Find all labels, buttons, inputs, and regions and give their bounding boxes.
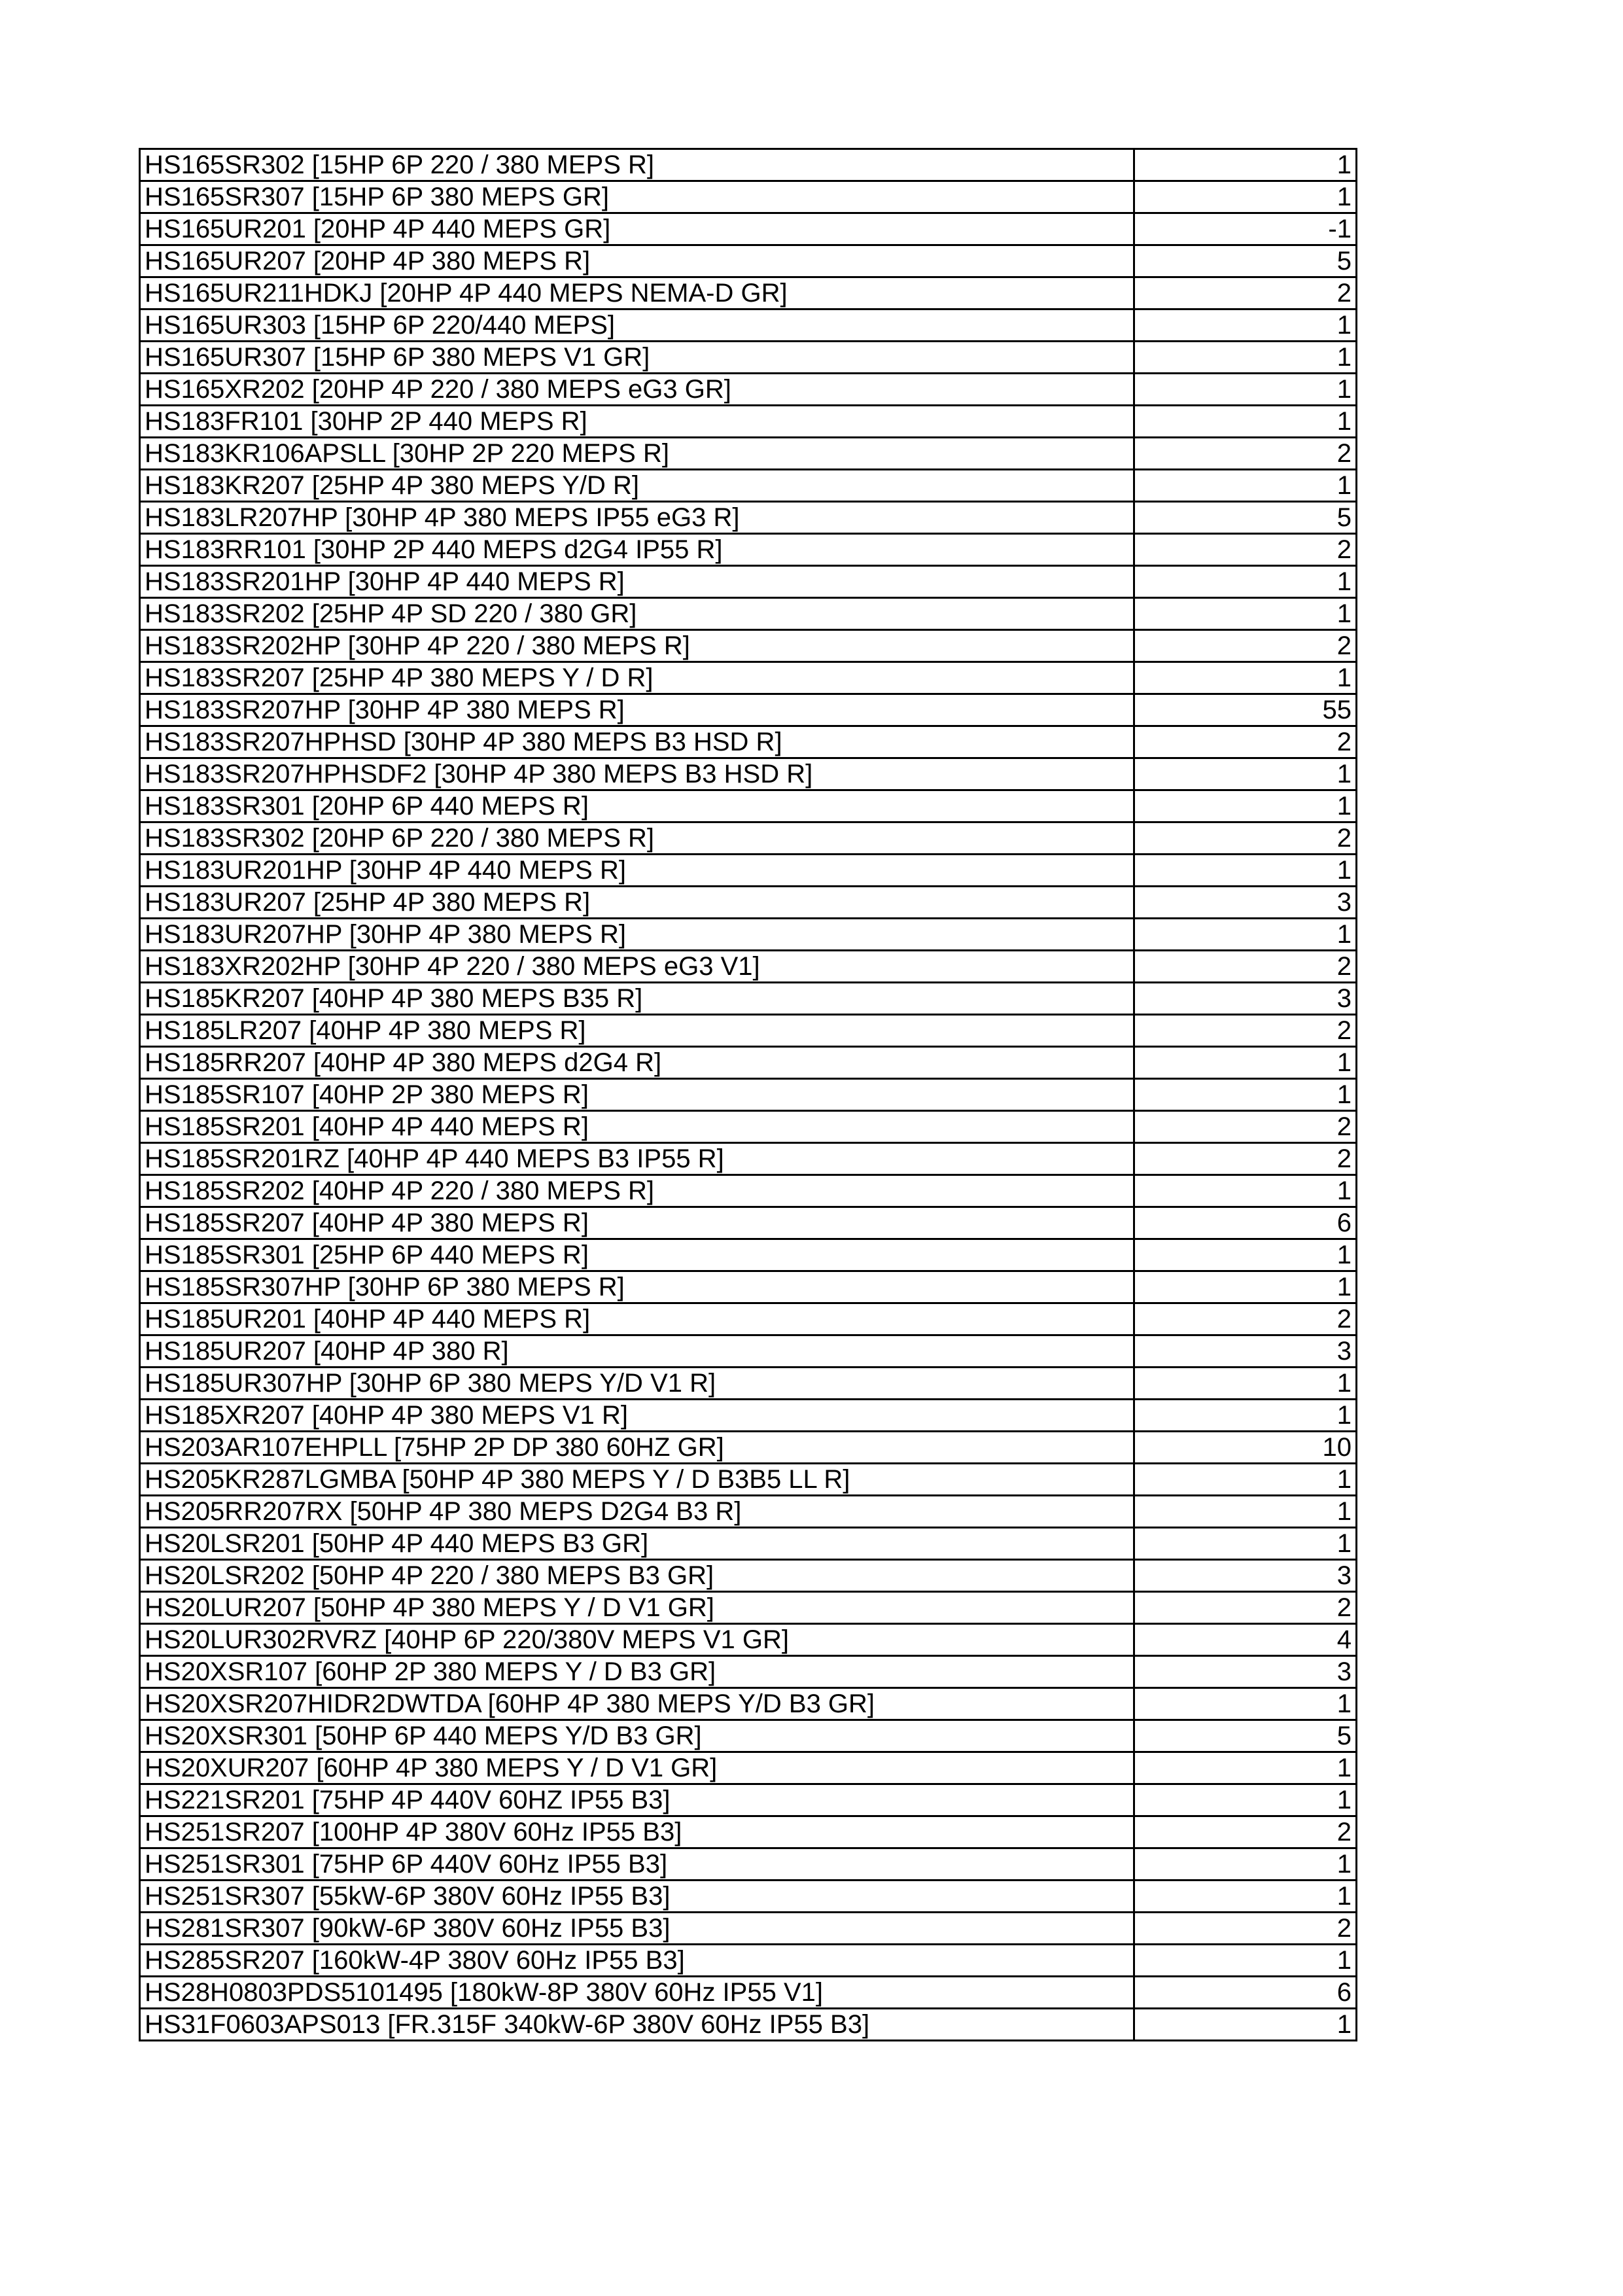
quantity-cell: 6 bbox=[1134, 1977, 1357, 2009]
table-row bbox=[140, 726, 1357, 758]
item-description-cell: HS185SR201RZ [40HP 4P 440 MEPS B3 IP55 R] bbox=[140, 1143, 1134, 1175]
table-row bbox=[140, 566, 1357, 598]
quantity-cell: 6 bbox=[1134, 1207, 1357, 1239]
quantity-cell: 1 bbox=[1134, 374, 1357, 406]
quantity-cell: 3 bbox=[1134, 1656, 1357, 1688]
table-row bbox=[140, 790, 1357, 822]
item-description-cell: HS183KR106APSLL [30HP 2P 220 MEPS R] bbox=[140, 438, 1134, 470]
item-description-cell: HS251SR301 [75HP 6P 440V 60Hz IP55 B3] bbox=[140, 1848, 1134, 1881]
item-description-cell: HS285SR207 [160kW-4P 380V 60Hz IP55 B3] bbox=[140, 1945, 1134, 1977]
quantity-cell: 2 bbox=[1134, 1143, 1357, 1175]
quantity-cell: 3 bbox=[1134, 1560, 1357, 1592]
quantity-cell: 1 bbox=[1134, 406, 1357, 438]
table-row bbox=[140, 951, 1357, 983]
table-row bbox=[140, 1913, 1357, 1945]
quantity-cell: 2 bbox=[1134, 1111, 1357, 1143]
item-description-cell: HS20XUR207 [60HP 4P 380 MEPS Y / D V1 GR] bbox=[140, 1752, 1134, 1784]
table-row bbox=[140, 213, 1357, 245]
item-description-cell: HS28H0803PDS5101495 [180kW-8P 380V 60Hz IP55 V1] bbox=[140, 1977, 1134, 2009]
quantity-cell: 1 bbox=[1134, 566, 1357, 598]
table-row bbox=[140, 1271, 1357, 1303]
table-row bbox=[140, 1848, 1357, 1881]
item-description-cell: HS31F0603APS013 [FR.315F 340kW-6P 380V 60Hz IP55 B3] bbox=[140, 2009, 1134, 2041]
item-description-cell: HS185UR201 [40HP 4P 440 MEPS R] bbox=[140, 1303, 1134, 1335]
table-row bbox=[140, 534, 1357, 566]
quantity-cell: 5 bbox=[1134, 1720, 1357, 1752]
quantity-cell: 1 bbox=[1134, 662, 1357, 694]
item-description-cell: HS183RR101 [30HP 2P 440 MEPS d2G4 IP55 R] bbox=[140, 534, 1134, 566]
item-description-cell: HS165SR302 [15HP 6P 220 / 380 MEPS R] bbox=[140, 149, 1134, 181]
table-row bbox=[140, 245, 1357, 277]
quantity-cell: 1 bbox=[1134, 790, 1357, 822]
table-row bbox=[140, 1432, 1357, 1464]
quantity-cell: 1 bbox=[1134, 1752, 1357, 1784]
item-description-cell: HS165UR307 [15HP 6P 380 MEPS V1 GR] bbox=[140, 342, 1134, 374]
quantity-cell: 3 bbox=[1134, 1335, 1357, 1368]
table-row bbox=[140, 1143, 1357, 1175]
quantity-cell: 1 bbox=[1134, 309, 1357, 342]
quantity-cell: 2 bbox=[1134, 951, 1357, 983]
table-row bbox=[140, 277, 1357, 309]
item-description-cell: HS183SR207HPHSD [30HP 4P 380 MEPS B3 HSD R] bbox=[140, 726, 1134, 758]
item-description-cell: HS165UR201 [20HP 4P 440 MEPS GR] bbox=[140, 213, 1134, 245]
table-row bbox=[140, 1592, 1357, 1624]
item-description-cell: HS185SR207 [40HP 4P 380 MEPS R] bbox=[140, 1207, 1134, 1239]
quantity-cell: 2 bbox=[1134, 1592, 1357, 1624]
table-row bbox=[140, 1239, 1357, 1271]
item-description-cell: HS185KR207 [40HP 4P 380 MEPS B35 R] bbox=[140, 983, 1134, 1015]
quantity-cell: 1 bbox=[1134, 1464, 1357, 1496]
item-description-cell: HS20XSR301 [50HP 6P 440 MEPS Y/D B3 GR] bbox=[140, 1720, 1134, 1752]
quantity-cell: 1 bbox=[1134, 1368, 1357, 1400]
quantity-cell: 10 bbox=[1134, 1432, 1357, 1464]
item-description-cell: HS281SR307 [90kW-6P 380V 60Hz IP55 B3] bbox=[140, 1913, 1134, 1945]
item-description-cell: HS185RR207 [40HP 4P 380 MEPS d2G4 R] bbox=[140, 1047, 1134, 1079]
item-description-cell: HS185SR201 [40HP 4P 440 MEPS R] bbox=[140, 1111, 1134, 1143]
item-description-cell: HS183SR207 [25HP 4P 380 MEPS Y / D R] bbox=[140, 662, 1134, 694]
item-description-cell: HS20LUR302RVRZ [40HP 6P 220/380V MEPS V1 GR] bbox=[140, 1624, 1134, 1656]
table-row bbox=[140, 1752, 1357, 1784]
quantity-cell: 2 bbox=[1134, 1015, 1357, 1047]
table-row bbox=[140, 855, 1357, 887]
item-description-cell: HS183SR302 [20HP 6P 220 / 380 MEPS R] bbox=[140, 822, 1134, 855]
table-row bbox=[140, 1656, 1357, 1688]
quantity-cell: 1 bbox=[1134, 1400, 1357, 1432]
item-description-cell: HS183UR207HP [30HP 4P 380 MEPS R] bbox=[140, 919, 1134, 951]
table-row bbox=[140, 181, 1357, 213]
quantity-cell: -1 bbox=[1134, 213, 1357, 245]
table-row bbox=[140, 406, 1357, 438]
item-description-cell: HS183XR202HP [30HP 4P 220 / 380 MEPS eG3 V1] bbox=[140, 951, 1134, 983]
quantity-cell: 1 bbox=[1134, 2009, 1357, 2041]
item-description-cell: HS183UR201HP [30HP 4P 440 MEPS R] bbox=[140, 855, 1134, 887]
item-description-cell: HS20XSR207HIDR2DWTDA [60HP 4P 380 MEPS Y/D B3 GR] bbox=[140, 1688, 1134, 1720]
item-description-cell: HS165UR207 [20HP 4P 380 MEPS R] bbox=[140, 245, 1134, 277]
item-description-cell: HS251SR207 [100HP 4P 380V 60Hz IP55 B3] bbox=[140, 1816, 1134, 1848]
quantity-cell: 2 bbox=[1134, 1816, 1357, 1848]
quantity-cell: 1 bbox=[1134, 1945, 1357, 1977]
quantity-cell: 1 bbox=[1134, 1848, 1357, 1881]
quantity-cell: 2 bbox=[1134, 438, 1357, 470]
item-description-cell: HS165UR303 [15HP 6P 220/440 MEPS] bbox=[140, 309, 1134, 342]
quantity-cell: 4 bbox=[1134, 1624, 1357, 1656]
table-row bbox=[140, 1335, 1357, 1368]
item-description-cell: HS205KR287LGMBA [50HP 4P 380 MEPS Y / D B3B5 LL R] bbox=[140, 1464, 1134, 1496]
table-row bbox=[140, 502, 1357, 534]
table-row bbox=[140, 1175, 1357, 1207]
item-description-cell: HS20LUR207 [50HP 4P 380 MEPS Y / D V1 GR] bbox=[140, 1592, 1134, 1624]
table-row bbox=[140, 149, 1357, 181]
item-description-cell: HS185XR207 [40HP 4P 380 MEPS V1 R] bbox=[140, 1400, 1134, 1432]
table-row bbox=[140, 1207, 1357, 1239]
quantity-cell: 3 bbox=[1134, 983, 1357, 1015]
quantity-cell: 2 bbox=[1134, 822, 1357, 855]
item-description-cell: HS185UR307HP [30HP 6P 380 MEPS Y/D V1 R] bbox=[140, 1368, 1134, 1400]
table-row bbox=[140, 1079, 1357, 1111]
quantity-cell: 2 bbox=[1134, 1913, 1357, 1945]
item-description-cell: HS183SR201HP [30HP 4P 440 MEPS R] bbox=[140, 566, 1134, 598]
table-row bbox=[140, 1945, 1357, 1977]
table-row bbox=[140, 342, 1357, 374]
quantity-cell: 1 bbox=[1134, 1528, 1357, 1560]
item-description-cell: HS20XSR107 [60HP 2P 380 MEPS Y / D B3 GR] bbox=[140, 1656, 1134, 1688]
table-row bbox=[140, 919, 1357, 951]
item-description-cell: HS20LSR201 [50HP 4P 440 MEPS B3 GR] bbox=[140, 1528, 1134, 1560]
item-description-cell: HS251SR307 [55kW-6P 380V 60Hz IP55 B3] bbox=[140, 1881, 1134, 1913]
table-row bbox=[140, 983, 1357, 1015]
quantity-cell: 5 bbox=[1134, 502, 1357, 534]
quantity-cell: 1 bbox=[1134, 758, 1357, 790]
quantity-cell: 1 bbox=[1134, 1271, 1357, 1303]
item-description-cell: HS183SR207HP [30HP 4P 380 MEPS R] bbox=[140, 694, 1134, 726]
table-row bbox=[140, 887, 1357, 919]
quantity-cell: 2 bbox=[1134, 1303, 1357, 1335]
item-description-cell: HS183KR207 [25HP 4P 380 MEPS Y/D R] bbox=[140, 470, 1134, 502]
item-description-cell: HS203AR107EHPLL [75HP 2P DP 380 60HZ GR] bbox=[140, 1432, 1134, 1464]
item-description-cell: HS165SR307 [15HP 6P 380 MEPS GR] bbox=[140, 181, 1134, 213]
quantity-cell: 2 bbox=[1134, 726, 1357, 758]
quantity-cell: 1 bbox=[1134, 1239, 1357, 1271]
item-description-cell: HS183UR207 [25HP 4P 380 MEPS R] bbox=[140, 887, 1134, 919]
quantity-cell: 3 bbox=[1134, 887, 1357, 919]
item-description-cell: HS185SR107 [40HP 2P 380 MEPS R] bbox=[140, 1079, 1134, 1111]
table-row bbox=[140, 1303, 1357, 1335]
quantity-cell: 1 bbox=[1134, 1881, 1357, 1913]
item-description-cell: HS165XR202 [20HP 4P 220 / 380 MEPS eG3 GR] bbox=[140, 374, 1134, 406]
item-description-cell: HS185SR202 [40HP 4P 220 / 380 MEPS R] bbox=[140, 1175, 1134, 1207]
quantity-cell: 1 bbox=[1134, 342, 1357, 374]
table-row bbox=[140, 1624, 1357, 1656]
table-row bbox=[140, 1464, 1357, 1496]
table-row bbox=[140, 1400, 1357, 1432]
table-row bbox=[140, 1496, 1357, 1528]
item-description-cell: HS183LR207HP [30HP 4P 380 MEPS IP55 eG3 R] bbox=[140, 502, 1134, 534]
inventory-table-body bbox=[140, 149, 1357, 2041]
table-row bbox=[140, 694, 1357, 726]
table-row bbox=[140, 1977, 1357, 2009]
item-description-cell: HS165UR211HDKJ [20HP 4P 440 MEPS NEMA-D GR] bbox=[140, 277, 1134, 309]
table-row bbox=[140, 1111, 1357, 1143]
table-row bbox=[140, 1528, 1357, 1560]
item-description-cell: HS185SR307HP [30HP 6P 380 MEPS R] bbox=[140, 1271, 1134, 1303]
table-row bbox=[140, 598, 1357, 630]
item-description-cell: HS20LSR202 [50HP 4P 220 / 380 MEPS B3 GR] bbox=[140, 1560, 1134, 1592]
item-description-cell: HS183FR101 [30HP 2P 440 MEPS R] bbox=[140, 406, 1134, 438]
table-row bbox=[140, 1015, 1357, 1047]
item-description-cell: HS183SR207HPHSDF2 [30HP 4P 380 MEPS B3 HSD R] bbox=[140, 758, 1134, 790]
quantity-cell: 1 bbox=[1134, 1688, 1357, 1720]
quantity-cell: 1 bbox=[1134, 1047, 1357, 1079]
table-row bbox=[140, 309, 1357, 342]
quantity-cell: 1 bbox=[1134, 149, 1357, 181]
quantity-cell: 1 bbox=[1134, 1496, 1357, 1528]
quantity-cell: 1 bbox=[1134, 855, 1357, 887]
item-description-cell: HS185UR207 [40HP 4P 380 R] bbox=[140, 1335, 1134, 1368]
quantity-cell: 2 bbox=[1134, 630, 1357, 662]
table-row bbox=[140, 374, 1357, 406]
quantity-cell: 1 bbox=[1134, 181, 1357, 213]
quantity-cell: 55 bbox=[1134, 694, 1357, 726]
quantity-cell: 2 bbox=[1134, 277, 1357, 309]
table-row bbox=[140, 1720, 1357, 1752]
table-row bbox=[140, 1047, 1357, 1079]
quantity-cell: 1 bbox=[1134, 598, 1357, 630]
item-description-cell: HS185SR301 [25HP 6P 440 MEPS R] bbox=[140, 1239, 1134, 1271]
table-row bbox=[140, 630, 1357, 662]
quantity-cell: 1 bbox=[1134, 919, 1357, 951]
table-row bbox=[140, 1881, 1357, 1913]
table-row bbox=[140, 1560, 1357, 1592]
table-row bbox=[140, 1784, 1357, 1816]
quantity-cell: 2 bbox=[1134, 534, 1357, 566]
table-row bbox=[140, 1688, 1357, 1720]
quantity-cell: 1 bbox=[1134, 1079, 1357, 1111]
inventory-table bbox=[139, 148, 1357, 2041]
table-row bbox=[140, 470, 1357, 502]
table-row bbox=[140, 662, 1357, 694]
table-row bbox=[140, 1816, 1357, 1848]
quantity-cell: 1 bbox=[1134, 470, 1357, 502]
item-description-cell: HS221SR201 [75HP 4P 440V 60HZ IP55 B3] bbox=[140, 1784, 1134, 1816]
quantity-cell: 5 bbox=[1134, 245, 1357, 277]
item-description-cell: HS183SR301 [20HP 6P 440 MEPS R] bbox=[140, 790, 1134, 822]
item-description-cell: HS185LR207 [40HP 4P 380 MEPS R] bbox=[140, 1015, 1134, 1047]
quantity-cell: 1 bbox=[1134, 1784, 1357, 1816]
item-description-cell: HS183SR202HP [30HP 4P 220 / 380 MEPS R] bbox=[140, 630, 1134, 662]
table-row bbox=[140, 758, 1357, 790]
table-row bbox=[140, 822, 1357, 855]
item-description-cell: HS183SR202 [25HP 4P SD 220 / 380 GR] bbox=[140, 598, 1134, 630]
table-row bbox=[140, 1368, 1357, 1400]
table-row bbox=[140, 438, 1357, 470]
table-row bbox=[140, 2009, 1357, 2041]
quantity-cell: 1 bbox=[1134, 1175, 1357, 1207]
item-description-cell: HS205RR207RX [50HP 4P 380 MEPS D2G4 B3 R] bbox=[140, 1496, 1134, 1528]
